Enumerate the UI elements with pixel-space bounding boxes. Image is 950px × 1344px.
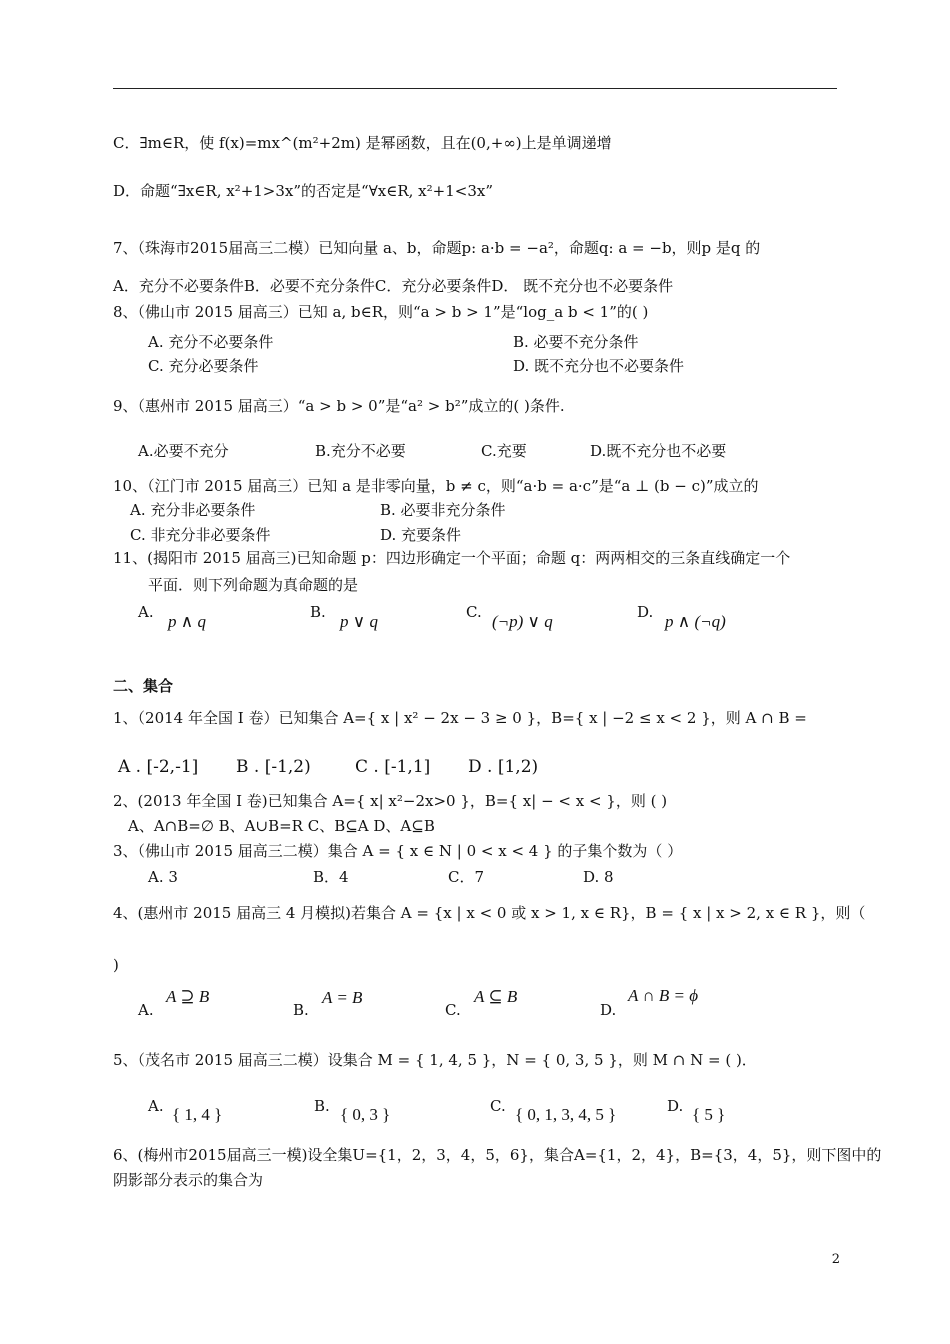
q11-option-b: p ∨ q (340, 612, 378, 631)
question-9: 9、（惠州市 2015 届高三）“a > b > 0”是“a² > b²”成立的( )条件. (113, 397, 565, 415)
q11-option-d: p ∧ (¬q) (665, 612, 726, 631)
section-heading: 二、集合 (113, 677, 174, 695)
page-number: 2 (831, 1252, 840, 1267)
q11-option-d-label: D. (637, 603, 654, 621)
set-question-2: 2、(2013 年全国 I 卷)已知集合 A={ x| x²−2x>0 }，B={ x| − < x < }，则 ( ) (113, 792, 668, 810)
q9-option-c: C.充要 (481, 442, 527, 460)
s3-option-b: B．4 (313, 868, 349, 886)
q8-option-c: C. 充分必要条件 (148, 357, 259, 375)
question-7: 7、（珠海市2015届高三二模）已知向量 a、b，命题p: a·b = −a²，命题q: a = −b，则p 是q 的 (113, 239, 761, 257)
s4-option-c-label: C. (445, 1001, 461, 1019)
s5-option-b: { 0, 3 } (340, 1105, 391, 1124)
s3-option-a: A. 3 (148, 868, 178, 886)
set-question-1: 1、（2014 年全国 I 卷）已知集合 A={ x | x² − 2x − 3 ≥ 0 }，B={ x | −2 ≤ x < 2 }，则 A ∩ B = (113, 709, 807, 727)
s1-option-c: C . [-1,1] (355, 757, 431, 777)
s2-options: A、A∩B=∅ B、A∪B=R C、B⊆A D、A⊆B (128, 817, 435, 835)
q8-option-a: A. 充分不必要条件 (148, 333, 274, 351)
q11-option-b-label: B. (310, 603, 326, 621)
s5-option-d: { 5 } (692, 1105, 726, 1124)
s4-option-c: A ⊆ B (474, 987, 518, 1006)
q11-option-c-label: C. (466, 603, 482, 621)
s4-option-d-label: D. (600, 1001, 617, 1019)
question-10: 10、（江门市 2015 届高三）已知 a 是非零向量，b ≠ c，则“a·b = a·c”是“a ⊥ (b − c)”成立的 (113, 477, 759, 495)
q9-option-d: D.既不充分也不必要 (590, 442, 727, 460)
s5-option-c: { 0, 1, 3, 4, 5 } (515, 1105, 617, 1124)
q10-option-b: B. 必要非充分条件 (380, 501, 506, 519)
set-question-5: 5、（茂名市 2015 届高三二模）设集合 M = { 1, 4, 5 }，N = { 0, 3, 5 }，则 M ∩ N = ( )． (113, 1051, 757, 1069)
question-11-cont: 平面．则下列命题为真命题的是 (148, 576, 359, 594)
s4-option-b-label: B. (293, 1001, 309, 1019)
s1-option-a: A . [-2,-1] (118, 757, 199, 777)
question-8: 8、（佛山市 2015 届高三）已知 a, b∈R，则“a > b > 1”是“log_a b < 1”的( ) (113, 303, 649, 321)
set-question-6-cont: 阴影部分表示的集合为 (113, 1171, 264, 1189)
s5-option-d-label: D. (667, 1097, 684, 1115)
s1-option-b: B . [-1,2) (236, 757, 311, 777)
s5-option-c-label: C. (490, 1097, 506, 1115)
question-7-options: A．充分不必要条件B．必要不充分条件C．充分必要条件D． 既不充分也不必要条件 (113, 277, 674, 295)
q11-option-a-label: A. (138, 603, 154, 621)
s4-option-d: A ∩ B = ϕ (628, 986, 699, 1005)
q10-option-d: D. 充要条件 (380, 526, 462, 544)
question-11: 11、(揭阳市 2015 届高三)已知命题 p：四边形确定一个平面；命题 q：两两相交的三条直线确定一个 (113, 549, 791, 567)
s3-option-c: C．7 (448, 868, 485, 886)
q8-option-d: D. 既不充分也不必要条件 (513, 357, 685, 375)
s5-option-a: { 1, 4 } (172, 1105, 223, 1124)
s3-option-d: D. 8 (583, 868, 614, 886)
option-c-line: C．∃m∈R，使 f(x)=mx^(m²+2m) 是幂函数，且在(0,+∞)上是单调递增 (113, 134, 612, 152)
q9-option-b: B.充分不必要 (315, 442, 406, 460)
q10-option-c: C. 非充分非必要条件 (130, 526, 271, 544)
s4-option-b: A = B (322, 988, 363, 1007)
q11-option-a: p ∧ q (168, 612, 206, 631)
header-rule (113, 88, 837, 89)
s5-option-a-label: A. (148, 1097, 164, 1115)
s4-option-a-label: A. (138, 1001, 154, 1019)
set-question-3: 3、（佛山市 2015 届高三二模）集合 A = { x ∈ N | 0 < x < 4 } 的子集个数为（ ） (113, 842, 683, 860)
q10-option-a: A. 充分非必要条件 (130, 501, 256, 519)
set-question-6: 6、(梅州市2015届高三一模)设全集U={1，2，3，4，5，6}，集合A={1，2，4}，B={3，4，5}，则下图中的 (113, 1146, 882, 1164)
q11-option-c: (¬p) ∨ q (492, 612, 553, 631)
s5-option-b-label: B. (314, 1097, 330, 1115)
q9-option-a: A.必要不充分 (138, 442, 229, 460)
s4-option-a: A ⊇ B (166, 987, 210, 1006)
option-d-line: D．命题“∃x∈R, x²+1>3x”的否定是“∀x∈R, x²+1<3x” (113, 182, 493, 200)
s1-option-d: D . [1,2) (468, 757, 539, 777)
set-question-4: 4、(惠州市 2015 届高三 4 月模拟)若集合 A = {x | x < 0 或 x > 1, x ∈ R}，B = { x | x > 2, x ∈ R }，则（ (113, 904, 866, 922)
set-question-4-cont: ) (113, 956, 119, 974)
q8-option-b: B. 必要不充分条件 (513, 333, 639, 351)
